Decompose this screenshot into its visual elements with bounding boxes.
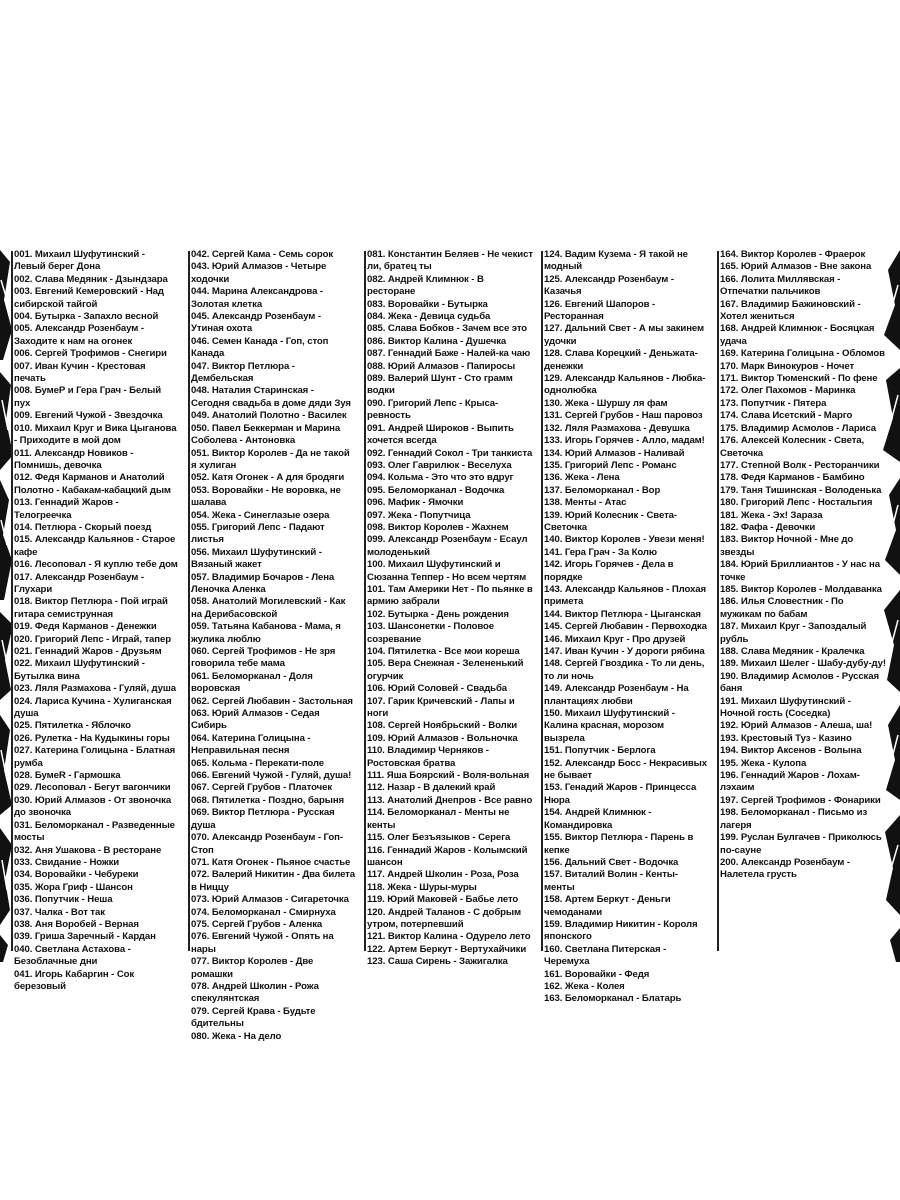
track-entry: 117. Андрей Школин - Роза, Роза — [367, 869, 519, 881]
track-entry: 082. Андрей Климнюк - В ресторане — [367, 273, 484, 298]
track-entry: 183. Виктор Ночной - Мне до звезды — [720, 534, 854, 558]
track-entry: 185. Виктор Королев - Молдаванка — [720, 583, 882, 595]
track-entry: 132. Ляля Размахова - Девушка — [544, 422, 690, 434]
track-entry: 093. Олег Гаврилюк - Веселуха — [367, 459, 512, 471]
track-entry: 160. Светлана Питерская - Черемуха — [544, 943, 667, 968]
track-entry: 090. Григорий Лепс - Крыса-ревность — [367, 397, 499, 422]
track-entry: 054. Жека - Синеглазые озера — [191, 509, 330, 521]
track-entry: 168. Андрей Климнюк - Босяцкая удача — [720, 323, 875, 347]
track-entry: 059. Татьяна Кабанова - Мама, я жулика люблю — [191, 621, 341, 645]
track-entry: 127. Дальний Свет - А мы закинем удочки — [544, 323, 705, 347]
track-entry: 141. Гера Грач - За Колю — [544, 546, 657, 558]
track-entry: 007. Иван Кучин - Крестовая печать — [14, 360, 146, 385]
track-entry: 010. Михаил Круг и Вика Цыганова - Приходите в мой дом — [14, 422, 177, 447]
track-entry: 137. Беломорканал - Вор — [544, 484, 661, 496]
track-entry: 019. Федя Карманов - Денежки — [14, 621, 157, 633]
track-entry: 076. Евгений Чужой - Опять на нары — [191, 931, 334, 955]
track-entry: 173. Попутчик - Пятера — [720, 397, 827, 409]
track-entry: 005. Александр Розенбаум - Заходите к нам на огонек — [14, 323, 144, 347]
track-entry: 045. Александр Розенбаум - Утиная охота — [191, 311, 321, 335]
track-entry: 178. Федя Карманов - Бамбино — [720, 472, 865, 484]
track-entry: 097. Жека - Попутчица — [367, 509, 471, 521]
track-entry: 181. Жека - Эх! Зараза — [720, 509, 823, 521]
track-entry: 030. Юрий Алмазов - От звоночка до звоночка — [14, 794, 172, 819]
track-entry: 094. Кольма - Это что это вдруг — [367, 472, 514, 484]
track-entry: 074. Беломорканал - Смирнуха — [191, 906, 336, 918]
track-entry: 004. Бутырка - Запахло весной — [14, 311, 159, 323]
track-entry: 197. Сергей Трофимов - Фонарики — [720, 794, 881, 806]
track-entry: 070. Александр Розенбаум - Гоп-Стоп — [191, 832, 343, 856]
track-entry: 022. Михаил Шуфутинский - Бутылка вина — [14, 658, 145, 682]
track-entry: 058. Анатолий Могилевский - Как на Дерибасовской — [191, 596, 346, 620]
track-entry: 029. Лесоповал - Бегут вагончики — [14, 782, 171, 794]
track-entry: 193. Крестовый Туз - Казино — [720, 732, 852, 744]
track-entry: 139. Юрий Колесник - Света-Светочка — [544, 509, 677, 533]
track-entry: 098. Виктор Королев - Жахнем — [367, 521, 509, 533]
track-entry: 176. Алексей Колесник - Света, Светочка — [720, 435, 865, 459]
tracklist-column-2 — [191, 249, 356, 1042]
track-entry: 077. Виктор Королев - Две ромашки — [191, 956, 314, 980]
track-entry: 149. Александр Розенбаум - На плантациях любви — [544, 683, 689, 707]
track-entry: 021. Геннадий Жаров - Друзьям — [14, 646, 162, 657]
track-entry: 003. Евгений Кемеровский - Над сибирской тайгой — [14, 286, 164, 310]
tracklist-column-5 — [720, 249, 886, 961]
track-entry: 073. Юрий Алмазов - Сигареточка — [191, 894, 349, 906]
track-entry: 015. Александр Кальянов - Старое кафе — [14, 534, 176, 558]
track-entry: 014. Петлюра - Скорый поезд — [14, 521, 152, 533]
track-entry: 018. Виктор Петлюра - Пой играй гитара семиструнная — [14, 596, 168, 620]
track-entry: 200. Александр Розенбаум - Налетела грусть — [720, 856, 850, 881]
track-entry: 081. Константин Беляев - Не чекист ли, братец ты — [367, 249, 533, 273]
track-entry: 008. БумеР и Гера Грач - Белый пух — [14, 385, 162, 409]
track-entry: 038. Аня Воробей - Верная — [14, 918, 139, 930]
track-entry: 053. Воровайки - Не воровка, не шалава — [191, 484, 341, 509]
track-entry: 056. Михаил Шуфутинский - Вязаный жакет — [191, 546, 322, 571]
track-entry: 198. Беломорканал - Письмо из лагеря — [720, 807, 868, 831]
track-entry: 086. Виктор Калина - Душечка — [367, 335, 507, 347]
track-entry: 182. Фафа - Девочки — [720, 521, 816, 533]
track-entry: 100. Михаил Шуфутинский и Сюзанна Теппер - Но всем чертям — [367, 559, 527, 583]
track-entry: 088. Юрий Алмазов - Папиросы — [367, 360, 516, 372]
track-entry: 085. Слава Бобков - Зачем все это — [367, 323, 528, 335]
track-entry: 055. Григорий Лепс - Падают листья — [191, 521, 325, 546]
track-entry: 134. Юрий Алмазов - Наливай — [544, 447, 685, 459]
column-divider — [541, 251, 543, 951]
track-entry: 130. Жека - Шуршу ля фам — [544, 397, 668, 409]
track-entry: 129. Александр Кальянов - Любка-однолюбка — [544, 373, 706, 397]
track-entry: 121. Виктор Калина - Одурело лето — [367, 931, 531, 943]
track-entry: 152. Александр Босс - Некрасивых не бывает — [544, 757, 707, 782]
track-entry: 131. Сергей Грубов - Наш паровоз — [544, 410, 703, 422]
track-entry: 057. Владимир Бочаров - Лена Леночка Аленка — [191, 571, 335, 595]
track-entry: 135. Григорий Лепс - Романс — [544, 459, 677, 471]
track-entry: 106. Юрий Соловей - Свадьба — [367, 683, 508, 695]
track-entry: 078. Андрей Школин - Рожа спекулянтская — [191, 980, 319, 1005]
track-entry: 105. Вера Снежная - Зелененький огурчик — [367, 658, 524, 682]
track-entry: 189. Михаил Шелег - Шабу-дубу-ду! — [720, 658, 886, 670]
track-entry: 146. Михаил Круг - Про друзей — [544, 633, 686, 645]
track-entry: 174. Слава Исетский - Марго — [720, 410, 853, 422]
track-entry: 187. Михаил Круг - Запоздалый рубль — [720, 621, 867, 645]
track-entry: 075. Сергей Грубов - Аленка — [191, 918, 323, 930]
track-entry: 126. Евгений Шапоров - Ресторанная — [544, 298, 656, 323]
track-entry: 031. Беломорканал - Разведенные мосты — [14, 819, 175, 844]
track-entry: 191. Михаил Шуфутинский - Ночной гость (Соседка) — [720, 695, 851, 720]
track-entry: 039. Гриша Заречный - Кардан — [14, 931, 156, 943]
track-entry: 050. Павел Беккерман и Марина Соболева - Антоновка — [191, 422, 341, 447]
track-entry: 009. Евгений Чужой - Звездочка — [14, 410, 163, 422]
tracklist-column-3 — [367, 249, 533, 968]
track-entry: 069. Виктор Петлюра - Русская душа — [191, 807, 335, 831]
track-entry: 011. Александр Новиков - Помнишь, девочка — [14, 447, 134, 471]
track-entry: 063. Юрий Алмазов - Седая Сибирь — [191, 708, 320, 732]
track-entry: 068. Пятилетка - Поздно, барыня — [191, 794, 345, 806]
track-entry: 110. Владимир Черняков - Ростовская братва — [367, 745, 489, 769]
track-entry: 023. Ляля Размахова - Гуляй, душа — [14, 683, 176, 695]
track-entry: 119. Юрий Маковей - Бабье лето — [367, 894, 519, 906]
track-entry: 128. Слава Корецкий - Деньжата-денежки — [544, 348, 698, 372]
track-entry: 052. Катя Огонек - А для бродяги — [191, 472, 345, 484]
track-entry: 025. Пятилетка - Яблочко — [14, 720, 131, 732]
track-entry: 143. Александр Кальянов - Плохая примета — [544, 583, 706, 608]
tracklist-column-1 — [14, 249, 178, 992]
track-entry: 172. Олег Пахомов - Маринка — [720, 385, 856, 397]
track-entry: 167. Владимир Бажиновский - Хотел жениться — [720, 298, 861, 323]
column-divider — [364, 251, 366, 951]
track-entry: 072. Валерий Никитин - Два билета в Ниццу — [191, 869, 356, 893]
track-entry: 032. Аня Ушакова - В ресторане — [14, 844, 162, 856]
track-entry: 123. Саша Сирень - Зажигалка — [367, 956, 508, 968]
track-entry: 166. Лолита Миллявская - Отпечатки пальчиков — [720, 273, 841, 298]
track-entry: 042. Сергей Кама - Семь сорок — [191, 249, 334, 260]
track-entry: 199. Руслан Булгачев - Приколюсь по-сауне — [720, 832, 882, 856]
track-entry: 155. Виктор Петлюра - Парень в кепке — [544, 832, 694, 856]
track-entry: 179. Таня Тишинская - Володенька — [720, 484, 882, 496]
track-entry: 089. Валерий Шунт - Сто грамм водки — [367, 373, 513, 397]
track-entry: 136. Жека - Лена — [544, 472, 620, 484]
track-entry: 150. Михаил Шуфутинский - Калина красная, морозом вызрела — [544, 708, 675, 744]
track-entry: 116. Геннадий Жаров - Колымский шансон — [367, 844, 528, 868]
track-entry: 067. Сергей Грубов - Платочек — [191, 782, 333, 794]
track-entry: 037. Чалка - Вот так — [14, 906, 105, 918]
track-entry: 036. Попутчик - Неша — [14, 894, 113, 906]
track-entry: 046. Семен Канада - Гоп, стоп Канада — [191, 335, 329, 360]
track-entry: 175. Владимир Асмолов - Лариса — [720, 422, 877, 434]
track-entry: 002. Слава Медяник - Дзындзара — [14, 273, 168, 285]
track-entry: 111. Яша Боярский - Воля-вольная — [367, 770, 530, 782]
track-entry: 109. Юрий Алмазов - Вольночка — [367, 732, 518, 744]
track-entry: 091. Андрей Широков - Выпить хочется всегда — [367, 422, 514, 447]
track-entry: 104. Пятилетка - Все мои кореша — [367, 646, 520, 657]
track-entry: 079. Сергей Крава - Будьте бдительны — [191, 1005, 316, 1030]
track-entry: 196. Геннадий Жаров - Лохам-лэхаим — [720, 770, 860, 794]
track-entry: 033. Свидание - Ножки — [14, 856, 120, 868]
track-entry: 186. Илья Словестник - По мужикам по бабам — [720, 596, 844, 620]
track-entry: 047. Виктор Петлюра - Дембельская — [191, 360, 295, 385]
track-entry: 180. Григорий Лепс - Ностальгия — [720, 497, 873, 509]
track-entry: 156. Дальний Свет - Водочка — [544, 856, 679, 868]
track-entry: 138. Менты - Атас — [544, 497, 627, 509]
track-entry: 020. Григорий Лепс - Играй, тапер — [14, 633, 171, 645]
track-entry: 190. Владимир Асмолов - Русская баня — [720, 670, 879, 695]
track-entry: 084. Жека - Девица судьба — [367, 311, 491, 323]
track-entry: 151. Попутчик - Берлога — [544, 745, 656, 757]
track-entry: 024. Лариса Кучина - Хулиганская душа — [14, 695, 172, 720]
track-entry: 099. Александр Розенбаум - Есаул молоденький — [367, 534, 528, 558]
track-entry: 027. Катерина Голицына - Блатная румба — [14, 745, 176, 769]
tracklist-column-4 — [544, 249, 707, 1005]
track-entry: 095. Беломорканал - Водочка — [367, 484, 505, 496]
track-entry: 112. Назар - В далекий край — [367, 782, 496, 794]
track-entry: 140. Виктор Королев - Увези меня! — [544, 534, 705, 546]
track-entry: 163. Беломорканал - Блатарь — [544, 993, 682, 1005]
track-entry: 071. Катя Огонек - Пьяное счастье — [191, 856, 351, 868]
track-entry: 161. Воровайки - Федя — [544, 968, 650, 980]
track-entry: 043. Юрий Алмазов - Четыре ходочки — [191, 261, 327, 285]
track-entry: 083. Воровайки - Бутырка — [367, 298, 488, 310]
track-entry: 040. Светлана Астахова - Безоблачные дни — [14, 943, 131, 968]
track-entry: 142. Игорь Горячев - Дела в порядке — [544, 559, 674, 583]
track-entry: 108. Сергей Ноябрьский - Волки — [367, 720, 518, 732]
track-entry: 012. Федя Карманов и Анатолий Полотно - Кабакам-кабацкий дым — [14, 472, 171, 496]
track-entry: 195. Жека - Кулопа — [720, 757, 807, 769]
track-entry: 061. Беломорканал - Доля воровская — [191, 670, 313, 695]
track-entry: 107. Гарик Кричевский - Лапы и ноги — [367, 695, 515, 720]
track-entry: 017. Александр Розенбаум - Глухари — [14, 571, 144, 595]
track-entry: 158. Артем Беркут - Деньги чемоданами — [544, 894, 671, 918]
track-entry: 125. Александр Розенбаум - Казачья — [544, 273, 674, 298]
track-entry: 165. Юрий Алмазов - Вне закона — [720, 261, 872, 273]
track-entry: 028. БумеR - Гармошка — [14, 770, 121, 782]
track-entry: 188. Слава Медяник - Кралечка — [720, 646, 865, 657]
track-entry: 115. Олег Безъязыков - Серега — [367, 832, 511, 844]
track-entry: 148. Сергей Гвоздика - То ли день, то ли ночь — [544, 658, 705, 682]
track-entry: 096. Мафик - Ямочки — [367, 497, 464, 509]
track-entry: 133. Игорь Горячев - Алло, мадам! — [544, 435, 705, 447]
track-entry: 048. Наталия Старинская - Сегодня свадьба в доме дяди Зуя — [191, 385, 351, 409]
track-entry: 092. Геннадий Сокол - Три танкиста — [367, 447, 533, 459]
track-entry: 170. Марк Винокуров - Ночет — [720, 360, 855, 372]
track-entry: 177. Степной Волк - Ресторанчики — [720, 459, 880, 471]
track-entry: 194. Виктор Аксенов - Волына — [720, 745, 862, 757]
track-entry: 159. Владимир Никитин - Короля японского — [544, 918, 698, 943]
track-entry: 066. Евгений Чужой - Гуляй, душа! — [191, 770, 352, 782]
track-entry: 103. Шансонетки - Половое созревание — [367, 621, 495, 645]
track-entry: 051. Виктор Королев - Да не такой я хулиган — [191, 447, 350, 471]
track-entry: 145. Сергей Любавин - Первоходка — [544, 621, 707, 633]
track-entry: 113. Анатолий Днепров - Все равно — [367, 794, 533, 806]
track-entry: 169. Катерина Голицына - Обломов — [720, 348, 885, 360]
track-entry: 080. Жека - На дело — [191, 1030, 282, 1042]
track-entry: 118. Жека - Шуры-муры — [367, 881, 477, 893]
column-divider — [11, 251, 13, 951]
track-entry: 016. Лесоповал - Я куплю тебе дом — [14, 559, 178, 571]
track-entry: 049. Анатолий Полотно - Василек — [191, 410, 347, 422]
track-entry: 114. Беломорканал - Менты не кенты — [367, 807, 510, 831]
track-entry: 062. Сергей Любавин - Застольная — [191, 695, 353, 707]
track-entry: 147. Иван Кучин - У дороги рябина — [544, 646, 705, 657]
track-entry: 102. Бутырка - День рождения — [367, 608, 509, 620]
track-entry: 013. Геннадий Жаров - Телогреечка — [14, 497, 119, 521]
track-entry: 065. Кольма - Перекати-поле — [191, 757, 325, 769]
track-entry: 101. Там Америки Нет - По пьянке в армию забрали — [367, 583, 533, 608]
column-divider — [188, 251, 190, 951]
track-entry: 154. Андрей Климнюк - Командировка — [544, 807, 652, 831]
track-entry: 035. Жора Гриф - Шансон — [14, 881, 133, 893]
track-entry: 144. Виктор Петлюра - Цыганская — [544, 608, 701, 620]
track-entry: 171. Виктор Тюменский - По фене — [720, 373, 878, 385]
track-entry: 184. Юрий Бриллиантов - У нас на точке — [720, 559, 880, 583]
track-entry: 120. Андрей Таланов - С добрым утром, потерпевший — [367, 906, 521, 930]
track-entry: 162. Жека - Колея — [544, 980, 625, 992]
track-entry: 044. Марина Александрова - Золотая клетка — [191, 286, 324, 310]
track-entry: 124. Вадим Кузема - Я такой не модный — [544, 249, 688, 273]
track-entry: 153. Генадий Жаров - Принцесса Нюра — [544, 782, 697, 806]
track-entry: 157. Виталий Волин - Кенты-менты — [544, 869, 678, 893]
track-entry: 087. Геннадий Баже - Налей-ка чаю — [367, 348, 531, 360]
track-entry: 192. Юрий Алмазов - Алеша, ша! — [720, 720, 873, 732]
track-entry: 001. Михаил Шуфутинский - Левый берег Дона — [14, 249, 145, 273]
track-entry: 122. Артем Беркут - Вертухайчики — [367, 943, 527, 955]
track-entry: 041. Игорь Кабаргин - Сок березовый — [14, 968, 135, 992]
track-entry: 060. Сергей Трофимов - Не зря говорила тебе мама — [191, 646, 336, 670]
track-entry: 034. Воровайки - Чебуреки — [14, 869, 139, 881]
column-divider — [717, 251, 719, 951]
track-entry: 026. Рулетка - На Кудыкины горы — [14, 732, 170, 744]
track-entry: 164. Виктор Королев - Фраерок — [720, 249, 866, 260]
track-entry: 006. Сергей Трофимов - Снегири — [14, 348, 167, 360]
track-entry: 064. Катерина Голицына - Неправильная песня — [191, 732, 311, 757]
